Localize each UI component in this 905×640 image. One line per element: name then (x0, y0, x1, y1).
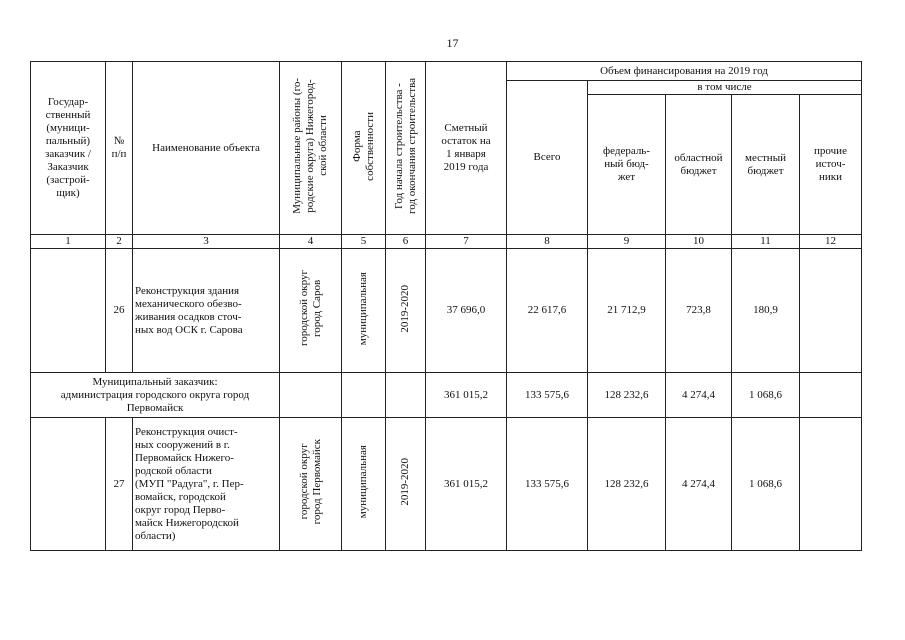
header-financing-group: Объем финансирования на 2019 год (507, 62, 862, 81)
header-total: Всего (507, 81, 588, 235)
col-number: 7 (426, 235, 507, 249)
page-number: 17 (446, 36, 459, 50)
table-row (31, 418, 862, 551)
total-amount: 22 617,6 (507, 249, 588, 373)
column-numbers-row (31, 235, 862, 249)
row-number: 26 (106, 249, 133, 373)
header-including: в том числе (588, 81, 862, 95)
header-ownership: Форма собственности (342, 62, 386, 235)
col-number: 4 (280, 235, 342, 249)
district: городской округ город Первомайск (280, 418, 342, 551)
estimate-balance: 37 696,0 (426, 249, 507, 373)
header-other: прочие источ- ники (800, 95, 862, 235)
local-budget: 1 068,6 (732, 418, 800, 551)
col-number: 1 (31, 235, 106, 249)
federal-budget: 128 232,6 (588, 373, 666, 418)
header-number: № п/п (106, 62, 133, 235)
estimate-balance: 361 015,2 (426, 418, 507, 551)
other-sources (800, 249, 862, 373)
col-number: 10 (666, 235, 732, 249)
header-local: местный бюджет (732, 95, 800, 235)
regional-budget: 4 274,4 (666, 373, 732, 418)
object-name: Реконструкция здания механического обезво- живания осадков сточ- ных вод ОСК г. Сарова (133, 249, 280, 373)
subtotal-label: Муниципальный заказчик: администрация городского округа город Первомайск (31, 373, 280, 418)
local-budget: 1 068,6 (732, 373, 800, 418)
col-number: 8 (507, 235, 588, 249)
header-district: Муниципальные районы (го- родские округа) Нижегород- ской области (280, 62, 342, 235)
financing-table (30, 61, 862, 551)
estimate-balance: 361 015,2 (426, 373, 507, 418)
customer-cell (31, 249, 106, 373)
col-number: 5 (342, 235, 386, 249)
col-number: 3 (133, 235, 280, 249)
other-sources (800, 373, 862, 418)
ownership (342, 373, 386, 418)
ownership: муниципальная (342, 249, 386, 373)
regional-budget: 723,8 (666, 249, 732, 373)
table-row (31, 249, 862, 373)
federal-budget: 128 232,6 (588, 418, 666, 551)
years: 2019-2020 (386, 249, 426, 373)
col-number: 9 (588, 235, 666, 249)
header-federal: федераль- ный бюд- жет (588, 95, 666, 235)
customer-cell (31, 418, 106, 551)
header-object-name: Наименование объекта (133, 62, 280, 235)
header-regional: областной бюджет (666, 95, 732, 235)
regional-budget: 4 274,4 (666, 418, 732, 551)
col-number: 12 (800, 235, 862, 249)
row-number: 27 (106, 418, 133, 551)
col-number: 11 (732, 235, 800, 249)
col-number: 6 (386, 235, 426, 249)
header-estimate: Сметный остаток на 1 января 2019 года (426, 62, 507, 235)
header-customer: Государ- ственный (муници- пальный) заказчик / Заказчик (застрой- щик) (31, 62, 106, 235)
total-amount: 133 575,6 (507, 418, 588, 551)
total-amount: 133 575,6 (507, 373, 588, 418)
years: 2019-2020 (386, 418, 426, 551)
object-name: Реконструкция очист- ных сооружений в г. Первомайск Нижего- родской области (МУП "Радуга", г. Пер- вомайск, городской округ город Перво- майск Нижегородской области) (133, 418, 280, 551)
years (386, 373, 426, 418)
ownership: муниципальная (342, 418, 386, 551)
subtotal-row (31, 373, 862, 418)
district (280, 373, 342, 418)
header-years: Год начала строительства - год окончания строительства (386, 62, 426, 235)
district: городской округ город Саров (280, 249, 342, 373)
local-budget: 180,9 (732, 249, 800, 373)
col-number: 2 (106, 235, 133, 249)
federal-budget: 21 712,9 (588, 249, 666, 373)
other-sources (800, 418, 862, 551)
